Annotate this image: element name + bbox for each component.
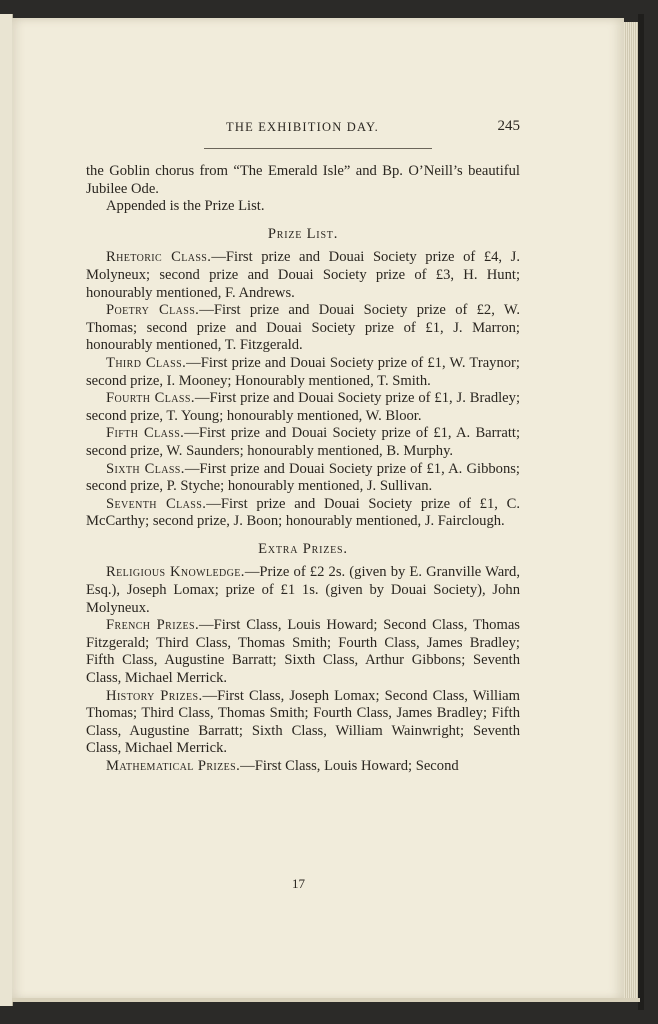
- prize-entry-poetry: [86, 302, 520, 355]
- entry-text: —First Class, Joseph Lomax; Second Class, William Thomas; Third Class, Thomas Smith; Fourth Class, James Bradley; Fifth Class, Augustine Barratt; Sixth Class, William Wainwright; Seventh Class, Michael Merrick.: [86, 687, 520, 757]
- extra-entry-religious: [86, 564, 520, 617]
- extra-entry-french: [86, 617, 520, 687]
- prize-name: Religious Knowledge.: [106, 564, 245, 581]
- entry-text: —First Class, Louis Howard; Second: [240, 758, 459, 774]
- class-name: Fourth Class.: [106, 390, 195, 407]
- entry-text: —First Class, Louis Howard; Second Class, Thomas Fitzgerald; Third Class, Thomas Smith; Fourth Class, James Bradley; Fifth Class, Augustine Barratt; Sixth Class, Arthur Gibbons; Seventh Class, Michael Merrick.: [86, 617, 520, 687]
- header-rule: [204, 148, 432, 149]
- prize-name: French Prizes.: [106, 617, 199, 634]
- page-bottom-edge: [12, 998, 640, 1002]
- entry-text: —First prize and Douai Society prize of £1, C. McCarthy; second prize, J. Boon; honourably mentioned, J. Fairclough.: [86, 495, 520, 530]
- page-stack-edge: [624, 22, 638, 1000]
- prize-entry-fifth: [86, 425, 520, 460]
- prize-entry-sixth: [86, 461, 520, 496]
- entry-text: —First prize and Douai Society prize of £4, J. Molyneux; second prize and Douai Society prize of £3, H. Hunt; honourably mentioned, F. Andrews.: [86, 249, 520, 301]
- entry-text: —First prize and Douai Society prize of £1, W. Traynor; second prize, I. Mooney; Honourably mentioned, T. Smith.: [86, 354, 520, 389]
- class-name: Sixth Class.: [106, 460, 185, 477]
- entry-text: —First prize and Douai Society prize of £1, A. Barratt; second prize, W. Saunders; honourably mentioned, B. Murphy.: [86, 425, 521, 459]
- prize-entry-rhetoric: [86, 249, 520, 302]
- signature-mark: 17: [292, 876, 305, 891]
- class-name: Third Class.: [106, 354, 187, 371]
- page-number: 245: [497, 118, 520, 134]
- entry-text: —Prize of £2 2s. (given by E. Granville Ward, Esq.), Joseph Lomax; prize of £1 1s. (given by Douai Society), John Molyneux.: [86, 564, 520, 616]
- entry-text: —First prize and Douai Society prize of £2, W. Thomas; second prize and Douai Society prize of £1, J. Marron; honourably mentioned, T. Fitzgerald.: [86, 302, 520, 354]
- prize-entry-seventh: [86, 496, 520, 531]
- prize-name: History Prizes.: [106, 687, 203, 704]
- intro-paragraph: the Goblin chorus from “The Emerald Isle” and Bp. O’Neill’s beautiful Jubilee Ode.: [86, 163, 520, 197]
- running-head: [86, 118, 520, 138]
- prize-list-heading: Prize List.: [267, 225, 339, 242]
- page-body: [86, 163, 520, 776]
- class-name: Seventh Class.: [106, 495, 207, 512]
- book-cover-edge: [638, 14, 644, 1010]
- class-name: Rhetoric Class.: [106, 249, 212, 266]
- class-name: Poetry Class.: [106, 302, 200, 319]
- intro-appended-line: Appended is the Prize List.: [106, 198, 265, 215]
- entry-text: —First prize and Douai Society prize of £1, A. Gibbons; second prize, P. Styche; honourably mentioned, J. Sullivan.: [86, 460, 520, 495]
- prize-name: Mathematical Prizes.: [106, 758, 241, 774]
- entry-text: —First prize and Douai Society prize of £1, J. Bradley; second prize, T. Young; honourably mentioned, W. Bloor.: [86, 390, 521, 424]
- running-head-title: THE EXHIBITION DAY.: [226, 120, 380, 134]
- extra-entry-mathematical: [86, 758, 520, 776]
- extra-prizes-heading: Extra Prizes.: [258, 540, 348, 557]
- prize-entry-fourth: [86, 390, 520, 425]
- prize-entry-third: [86, 355, 520, 390]
- class-name: Fifth Class.: [106, 425, 185, 442]
- extra-entry-history: [86, 688, 520, 758]
